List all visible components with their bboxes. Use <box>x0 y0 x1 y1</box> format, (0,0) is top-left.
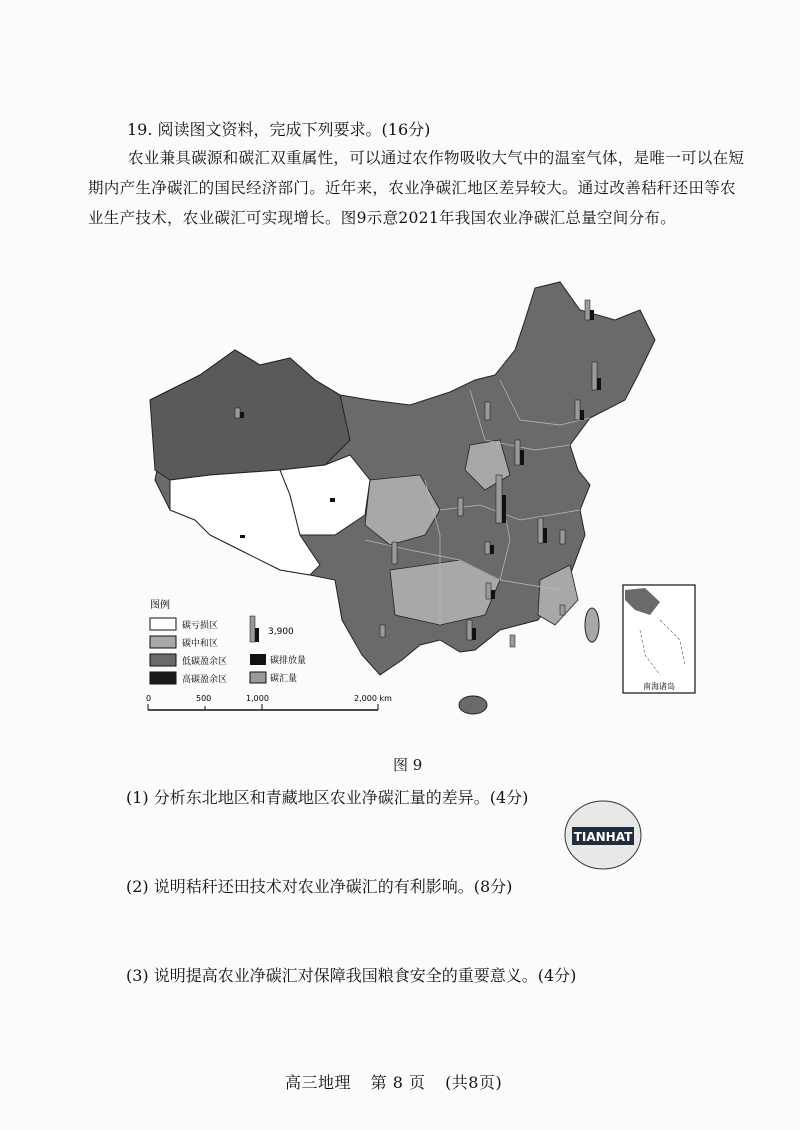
footer-page: 第 8 页 <box>370 1073 426 1092</box>
scale-label-2000: 2,000 km <box>354 694 392 703</box>
subquestion-2: (2) 说明秸秆还田技术对农业净碳汇的有利影响。(8分) <box>126 877 513 896</box>
scale-label-0: 0 <box>146 694 152 703</box>
scale-bar <box>146 694 392 710</box>
map-hainan <box>459 696 487 714</box>
svg-text:TIANHAT: TIANHAT <box>573 830 633 844</box>
china-map-figure <box>140 280 700 720</box>
scale-label-500: 500 <box>196 694 212 703</box>
legend-neutral-label: 碳中和区 <box>182 639 219 649</box>
bar-legend-emission: 碳排放量 <box>270 656 307 666</box>
bar-legend-value: 3,900 <box>268 627 294 637</box>
legend-deficit-label: 碳亏损区 <box>182 621 219 631</box>
map-taiwan <box>585 608 599 642</box>
page-footer <box>285 1070 516 1093</box>
map-xinjiang <box>150 350 350 480</box>
legend <box>150 616 306 685</box>
legend-high-surplus-label: 高碳盈余区 <box>182 675 228 685</box>
inset-label: 南海诸岛 <box>643 682 675 691</box>
question-heading: 19. 阅读图文资料，完成下列要求。(16分) <box>127 120 431 139</box>
bar-legend-sink: 碳汇量 <box>270 674 298 684</box>
figure-caption: 图 9 <box>393 756 423 774</box>
legend-title: 图例 <box>150 600 170 611</box>
subquestion-3: (3) 说明提高农业净碳汇对保障我国粮食安全的重要意义。(4分) <box>126 966 577 985</box>
question-paragraph: 农业兼具碳源和碳汇双重属性，可以通过农作物吸收大气中的温室气体，是唯一可以在短期内产生净碳汇的国民经济部门。近年来，农业净碳汇地区差异较大。通过改善秸秆还田等农业生产技术，农业碳汇可实现增长。图9示意2021年我国农业净碳汇总量空间分布。 <box>88 149 745 227</box>
watermark-logo <box>562 797 644 873</box>
scale-label-1000: 1,000 <box>246 694 269 703</box>
legend-low-surplus-label: 低碳盈余区 <box>182 657 228 667</box>
footer-total: (共8页) <box>445 1073 503 1092</box>
footer-subject: 高三地理 <box>285 1073 352 1092</box>
subquestion-1: (1) 分析东北地区和青藏地区农业净碳汇量的差异。(4分) <box>126 788 529 807</box>
